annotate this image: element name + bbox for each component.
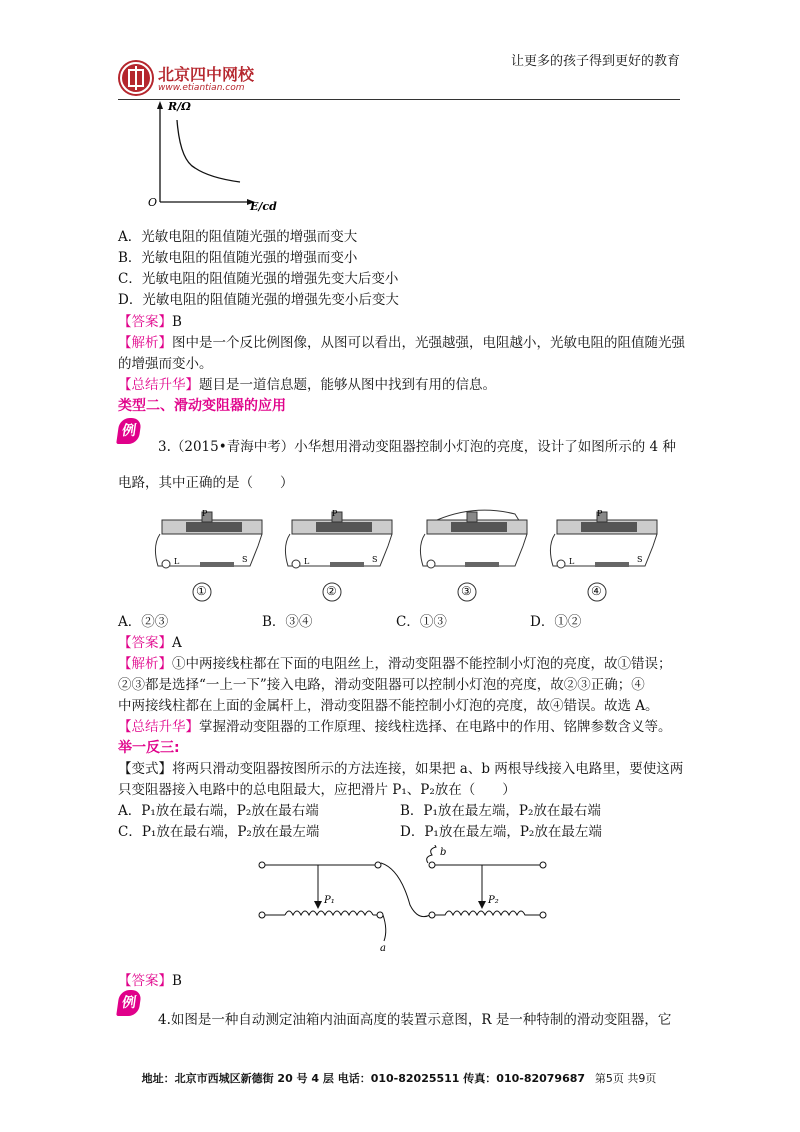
variant-option-d: D．P₁放在最左端，P₂放在最左端 [400,824,602,840]
answer-tag: 【答案】 [118,973,172,989]
answer-tag: 【答案】 [118,314,172,330]
q2-analysis-line2: 的增强而变小。 [118,356,213,372]
q2-answer [118,312,182,332]
svg-text:P: P [202,509,208,518]
footer-address: 地址：北京市西城区新德街 20 号 4 层 电话：010-82025511 传真：010-82079687 [141,1072,586,1085]
origin-label: O [148,196,158,209]
rheostat-figure [250,845,560,960]
b-label: b [440,847,447,858]
svg-text:L: L [569,557,575,566]
q3-option-c: C．①③ [396,614,447,630]
a-label: a [380,943,386,954]
practice-title: 举一反三: [118,740,180,756]
q3-option-a: A．②③ [118,614,169,630]
variant-answer [118,971,182,991]
circuit-3 [420,510,527,601]
analysis-tag: 【解析】 [118,335,172,351]
resistance-graph [140,100,280,212]
circuit-label-3: ③ [461,584,472,598]
header [118,54,680,100]
circuit-label-2: ② [326,584,337,598]
svg-text:S: S [242,555,248,564]
footer-page: 第5页 共9页 [594,1072,657,1085]
q2-option-a: A．光敏电阻的阻值随光强的增强而变大 [118,229,358,245]
analysis-tag: 【解析】 [118,656,172,672]
q2-option-d: D．光敏电阻的阻值随光强的增强先变小后变大 [118,292,399,308]
analysis-text: 图中是一个反比例图像，从图可以看出，光强越强，电阻越小，光敏电阻的阻值随光强 [172,335,685,351]
answer-value: B [172,314,182,330]
q3-answer [118,633,182,653]
answer-value: A [172,635,182,651]
variant-stem: 将两只滑动变阻器按图所示的方法连接，如果把 a、b 两根导线接入电路里，要使这两 [172,761,684,777]
q3-option-d: D．①② [530,614,582,630]
logo-icon [118,60,154,96]
summary-text: 掌握滑动变阻器的工作原理、接线柱选择、在电路中的作用、铭牌参数含义等。 [199,719,672,735]
inverse-curve [177,120,240,182]
circuit-1 [155,509,262,601]
q4-stem: 4.如图是一种自动测定油箱内油面高度的装置示意图，R 是一种特制的滑动变阻器，它 [158,1012,672,1028]
q3-analysis-line3: 中两接线柱都在上面的金属杆上，滑动变阻器不能控制小灯泡的亮度，故④错误。故选 A。 [118,698,659,714]
q3-analysis-line1 [118,654,672,674]
p2-label: P₂ [488,895,499,906]
svg-text:S: S [372,555,378,564]
y-axis-arrow [157,101,163,109]
circuit-label-4: ④ [591,584,602,598]
variant-stem-line1 [118,759,683,779]
q2-option-c: C．光敏电阻的阻值随光强的增强先变大后变小 [118,271,399,287]
analysis-text: ①中两接线柱都在下面的电阻丝上，滑动变阻器不能控制小灯泡的亮度，故①错误； [172,656,672,672]
logo-text: 北京四中网校 [158,65,255,84]
answer-value: B [172,973,182,989]
q3-analysis-line2: ②③都是选择“一上一下”接入电路，滑动变阻器可以控制小灯泡的亮度，故②③正确；④ [118,677,645,693]
variant-stem-line2: 只变阻器接入电路中的总电阻最大，应把滑片 P₁、P₂放在（ ） [118,782,516,798]
svg-text:L: L [304,557,310,566]
circuit-2 [285,509,392,601]
q2-summary [118,375,496,395]
summary-tag: 【总结升华】 [118,377,199,393]
q3-summary [118,717,672,737]
variant-option-c: C．P₁放在最右端，P₂放在最左端 [118,824,320,840]
summary-text: 题目是一道信息题，能够从图中找到有用的信息。 [199,377,496,393]
circuits-svg [150,506,660,606]
q3-option-b: B．③④ [262,614,313,630]
svg-text:S: S [637,555,643,564]
q3-stem-line2: 电路，其中正确的是（ ） [118,475,294,491]
x-axis-label: E/cd [250,200,277,212]
svg-text:L: L [174,557,180,566]
example-badge: 例 [116,990,142,1016]
variant-tag: 【变式】 [118,761,172,777]
logo-url[interactable]: www.etiantian.com [158,83,245,93]
footer [118,1070,680,1086]
section-title: 类型二、滑动变阻器的应用 [118,398,286,414]
q2-analysis-line1 [118,333,685,353]
answer-tag: 【答案】 [118,635,172,651]
y-axis-label: R/Ω [168,100,191,113]
variant-option-b: B．P₁放在最左端，P₂放在最右端 [400,803,601,819]
summary-tag: 【总结升华】 [118,719,199,735]
p1-label: P₁ [324,895,335,906]
q3-stem-line1: 3.（2015•青海中考）小华想用滑动变阻器控制小灯泡的亮度，设计了如图所示的 4 种 [158,439,676,455]
svg-text:P: P [597,509,603,518]
circuit-label-1: ① [196,584,207,598]
slogan: 让更多的孩子得到更好的教育 [510,54,680,69]
circuit-4 [550,509,657,601]
svg-text:P: P [332,509,338,518]
circuit-figures [150,506,660,606]
example-badge: 例 [116,418,142,444]
variant-option-a: A．P₁放在最右端，P₂放在最右端 [118,803,319,819]
q2-option-b: B．光敏电阻的阻值随光强的增强而变小 [118,250,358,266]
